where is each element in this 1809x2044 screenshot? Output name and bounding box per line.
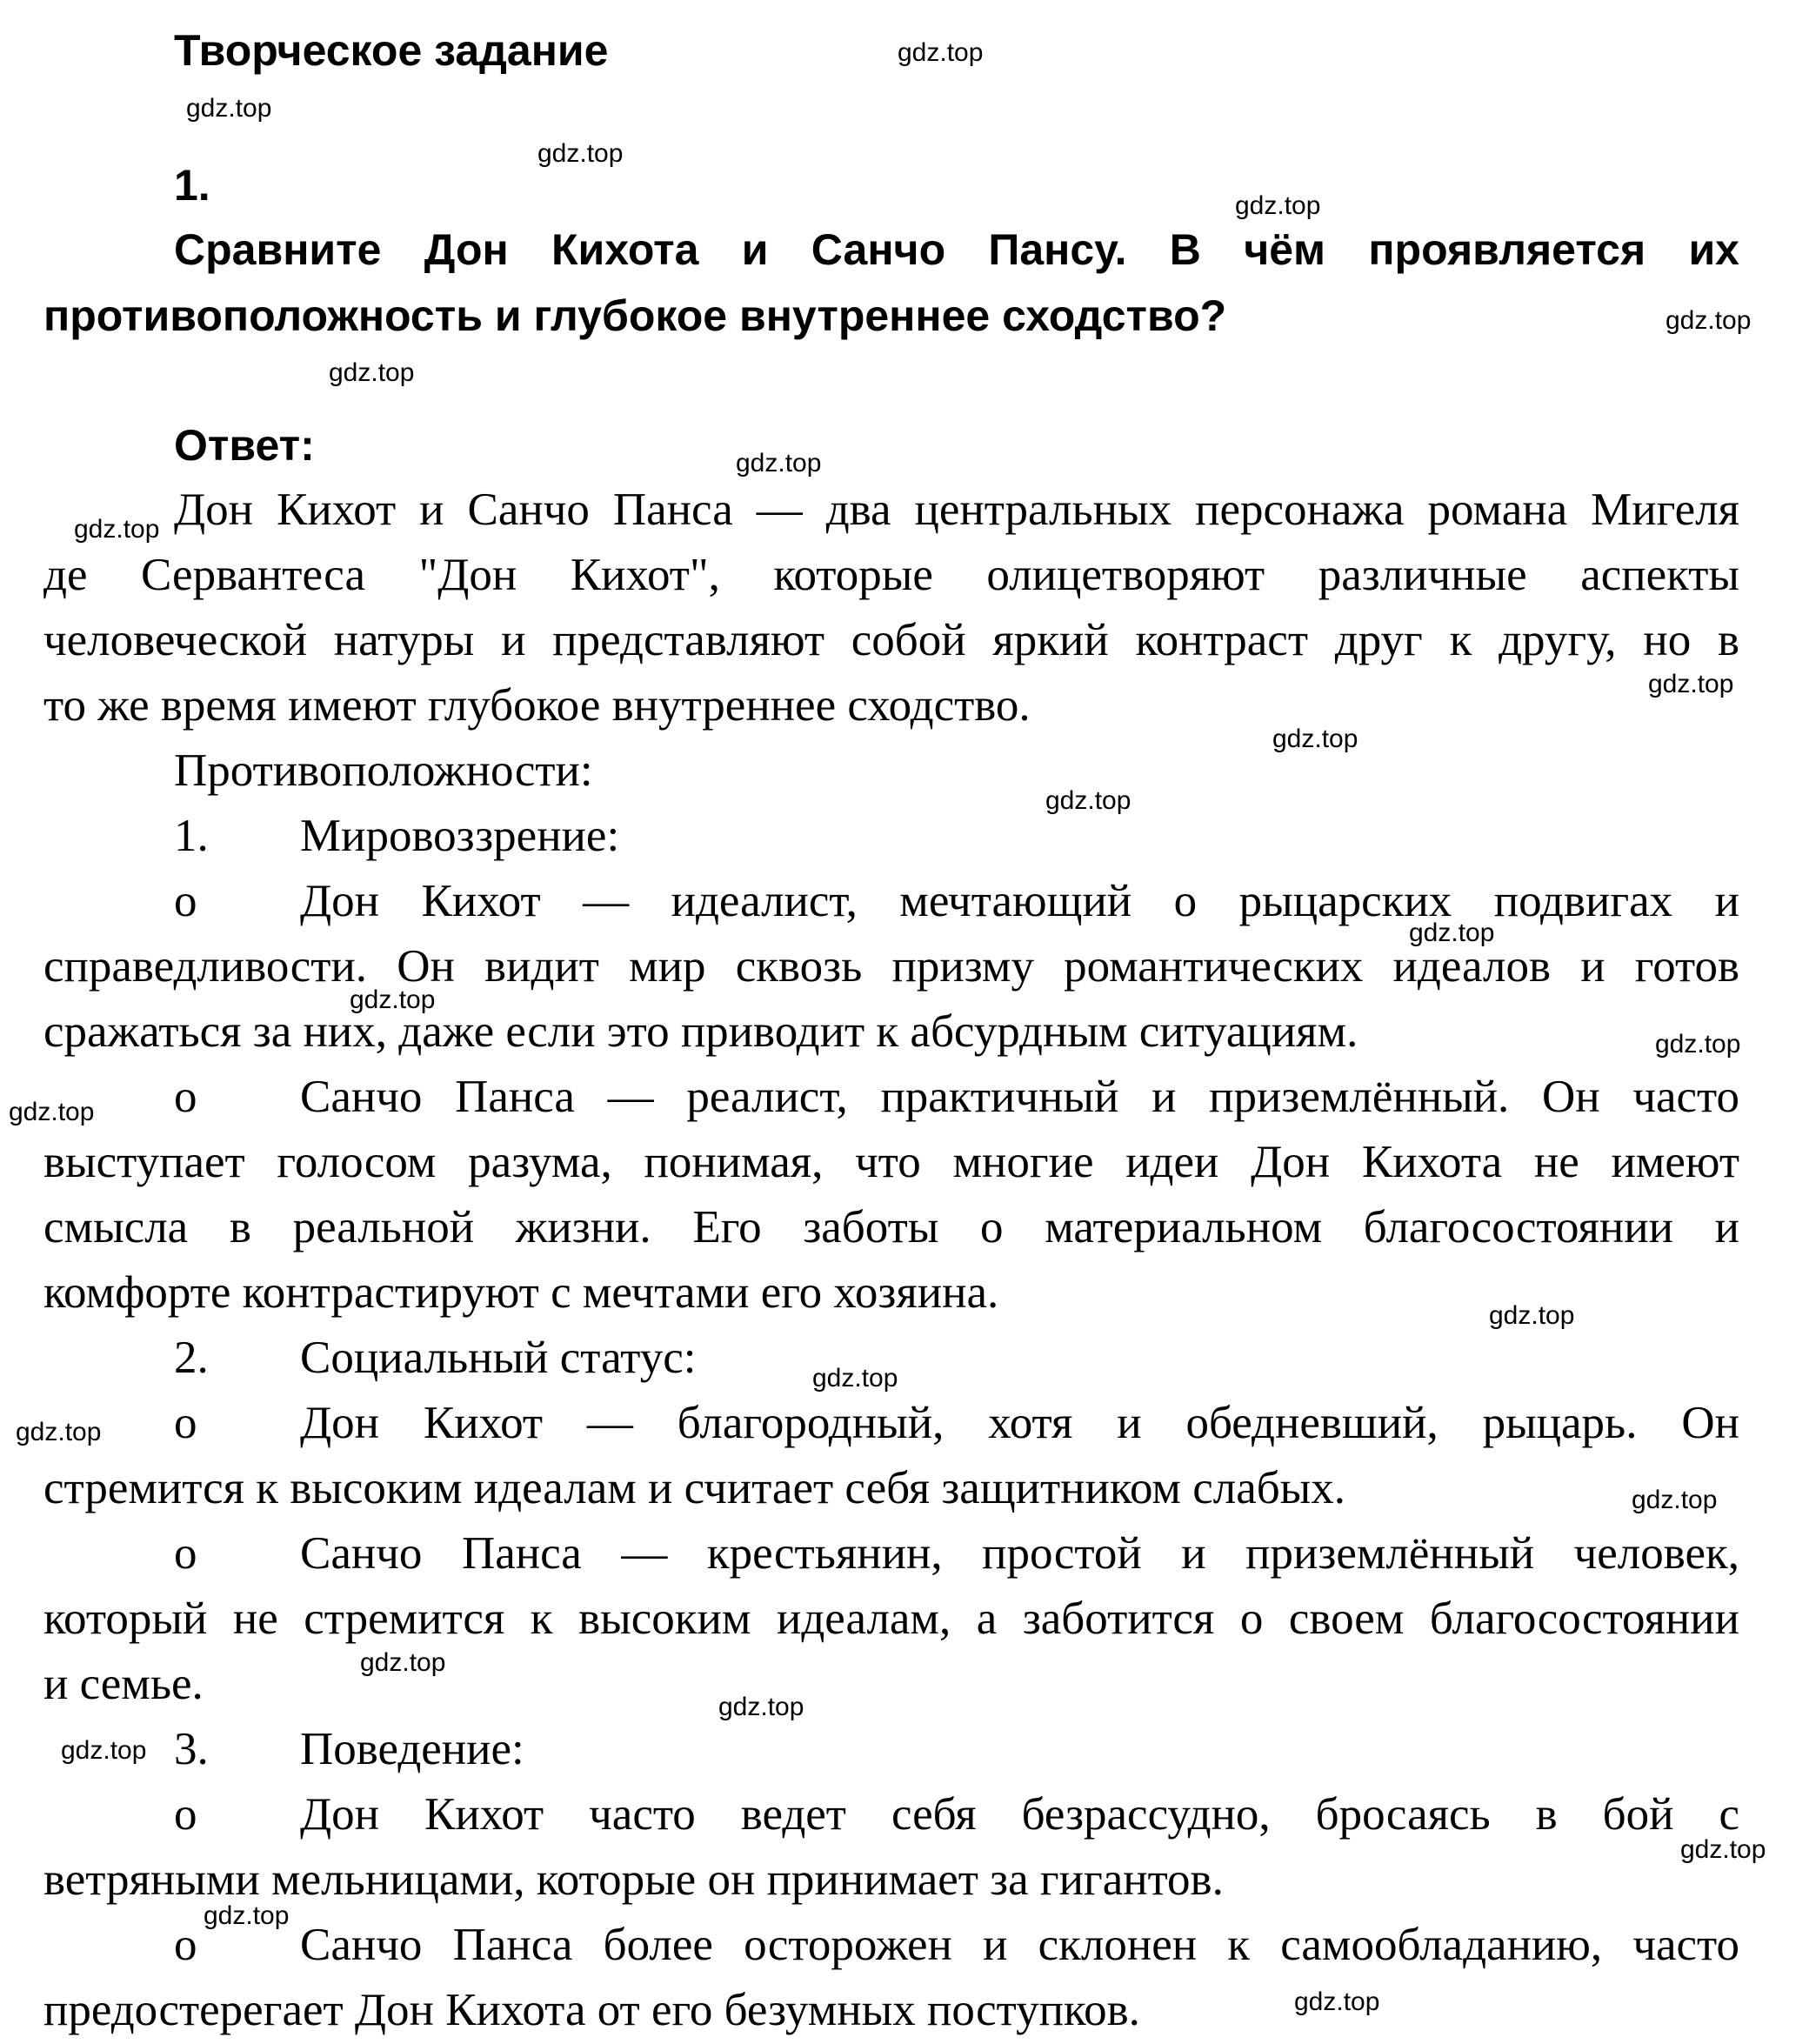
- watermark: gdz.top: [186, 94, 272, 123]
- bullet-line: и семье.: [43, 1659, 204, 1709]
- watermark: gdz.top: [16, 1418, 102, 1446]
- watermark: gdz.top: [74, 515, 160, 544]
- bullet-line: Санчо Панса более осторожен и склонен к самообладанию, часто: [300, 1920, 1739, 1970]
- section-heading: Противоположности:: [174, 745, 593, 796]
- section-number: 3.: [174, 1724, 209, 1774]
- section-number: 1.: [174, 811, 209, 861]
- section-title: Социальный статус:: [300, 1333, 697, 1383]
- watermark: gdz.top: [1045, 786, 1131, 815]
- watermark: gdz.top: [718, 1693, 804, 1721]
- watermark: gdz.top: [537, 139, 624, 168]
- bullet-line: ветряными мельницами, которые он принимает за гигантов.: [43, 1854, 1224, 1905]
- intro-line: то же время имеют глубокое внутреннее сходство.: [43, 680, 1031, 731]
- question-number: 1.: [174, 161, 210, 210]
- bullet-line: Дон Кихот — идеалист, мечтающий о рыцарских подвигах и: [300, 876, 1739, 926]
- watermark: gdz.top: [1665, 306, 1752, 335]
- bullet-marker: o: [174, 1398, 197, 1448]
- watermark: gdz.top: [1489, 1301, 1575, 1330]
- watermark: gdz.top: [1272, 725, 1358, 753]
- bullet-marker: o: [174, 1920, 197, 1970]
- bullet-line: Дон Кихот часто ведет себя безрассудно, бросаясь в бой с: [300, 1789, 1739, 1840]
- intro-line: человеческой натуры и представляют собой яркий контраст друг к другу, но в: [43, 615, 1739, 665]
- watermark: gdz.top: [360, 1648, 446, 1677]
- bullet-line: смысла в реальной жизни. Его заботы о материальном благосостоянии и: [43, 1202, 1739, 1252]
- watermark: gdz.top: [1648, 670, 1734, 698]
- bullet-line: который не стремится к высоким идеалам, а заботится о своем благосостоянии: [43, 1593, 1739, 1644]
- watermark: gdz.top: [736, 449, 822, 478]
- bullet-line: Санчо Панса — крестьянин, простой и приземлённый человек,: [300, 1528, 1739, 1579]
- bullet-line: стремится к высоким идеалам и считает себя защитником слабых.: [43, 1463, 1346, 1513]
- bullet-marker: o: [174, 1789, 197, 1840]
- watermark: gdz.top: [898, 38, 984, 67]
- watermark: gdz.top: [1294, 1987, 1380, 2016]
- section-title: Поведение:: [300, 1724, 524, 1774]
- answer-label: Ответ:: [174, 421, 315, 470]
- watermark: gdz.top: [1655, 1030, 1741, 1059]
- question-line: Сравните Дон Кихота и Санчо Пансу. В чём проявляется их: [174, 225, 1739, 274]
- bullet-line: комфорте контрастируют с мечтами его хозяина.: [43, 1267, 999, 1318]
- intro-line: Дон Кихот и Санчо Панса — два центральных персонажа романа Мигеля: [174, 484, 1739, 535]
- watermark: gdz.top: [1409, 918, 1495, 947]
- watermark: gdz.top: [1235, 191, 1321, 220]
- intro-line: де Сервантеса "Дон Кихот", которые олицетворяют различные аспекты: [43, 550, 1739, 600]
- watermark: gdz.top: [61, 1736, 147, 1765]
- bullet-line: выступает голосом разума, понимая, что многие идеи Дон Кихота не имеют: [43, 1137, 1739, 1187]
- page-title: Творческое задание: [174, 26, 609, 75]
- bullet-line: сражаться за них, даже если это приводит к абсурдным ситуациям.: [43, 1006, 1358, 1057]
- bullet-line: предостерегает Дон Кихота от его безумных поступков.: [43, 1985, 1140, 2035]
- bullet-line: Санчо Панса — реалист, практичный и приземлённый. Он часто: [300, 1072, 1739, 1122]
- bullet-line: справедливости. Он видит мир сквозь призму романтических идеалов и готов: [43, 941, 1739, 992]
- bullet-marker: o: [174, 1072, 197, 1122]
- bullet-marker: o: [174, 1528, 197, 1579]
- section-title: Мировоззрение:: [300, 811, 620, 861]
- watermark: gdz.top: [812, 1364, 898, 1393]
- section-number: 2.: [174, 1333, 209, 1383]
- bullet-line: Дон Кихот — благородный, хотя и обедневший, рыцарь. Он: [300, 1398, 1739, 1448]
- watermark: gdz.top: [1680, 1835, 1766, 1864]
- question-line: противоположность и глубокое внутреннее сходство?: [43, 291, 1227, 340]
- watermark: gdz.top: [350, 985, 436, 1014]
- bullet-marker: o: [174, 876, 197, 926]
- watermark: gdz.top: [1632, 1486, 1718, 1514]
- watermark: gdz.top: [329, 358, 415, 387]
- watermark: gdz.top: [9, 1098, 95, 1126]
- watermark: gdz.top: [204, 1901, 290, 1930]
